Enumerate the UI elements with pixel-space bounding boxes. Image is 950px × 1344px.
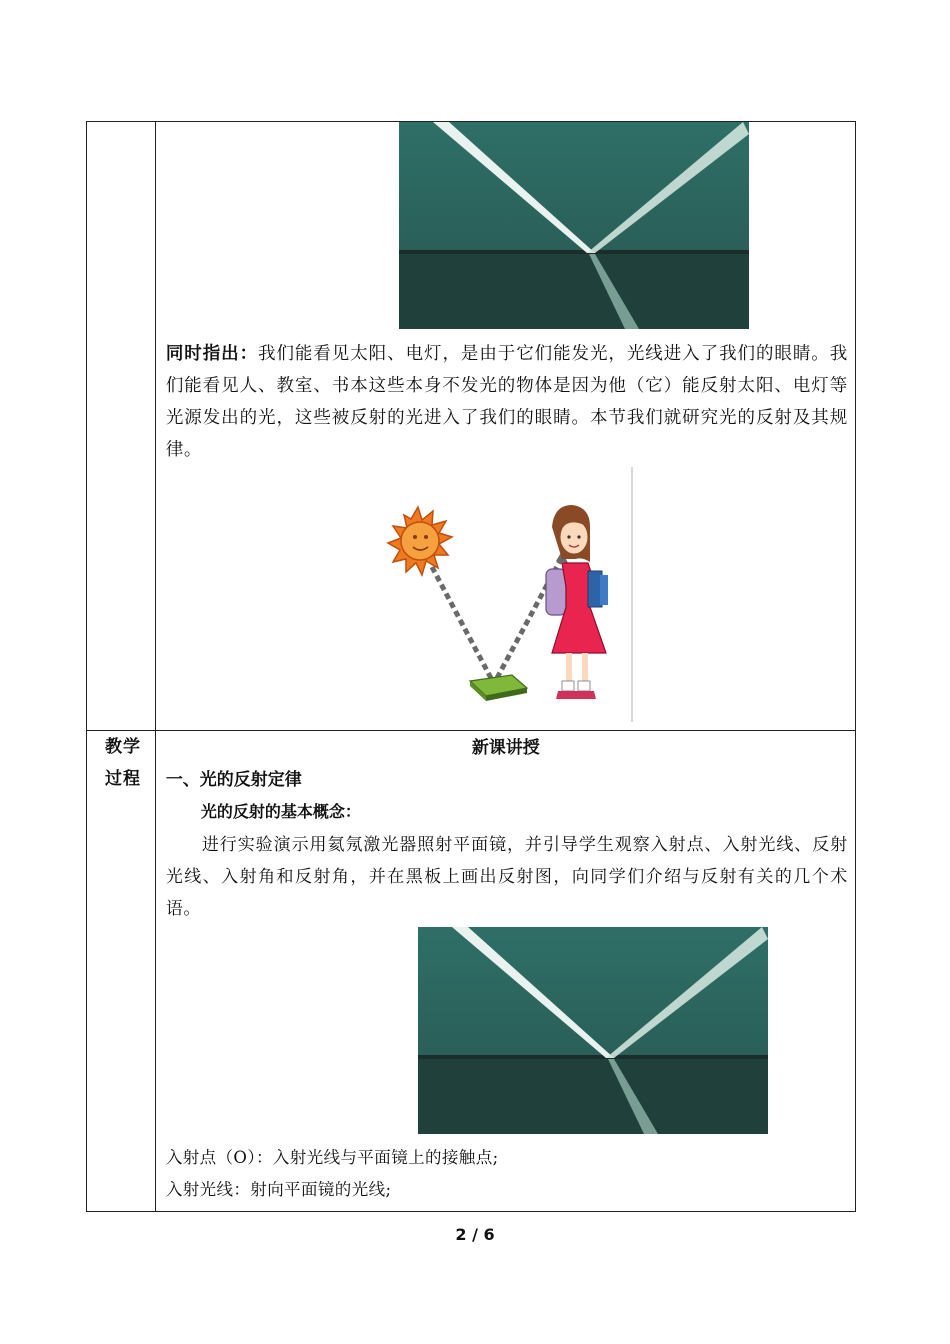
page-number: 2 / 6 <box>455 1225 495 1244</box>
paragraph-body: 我们能看见太阳、电灯，是由于它们能发光，光线进入了我们的眼睛。我们能看见人、教室、书本这些本身不发光的物体是因为他（它）能反射太阳、电灯等光源发出的光，这些被反射的光进入了我们的眼睛。本节我们就研究光的反射及其规律。 <box>165 344 848 460</box>
sun-icon <box>388 507 452 575</box>
intro-paragraph <box>166 338 848 466</box>
content-cell-process <box>155 731 855 1212</box>
table-row <box>87 122 856 731</box>
left-label-line2: 过程 <box>105 769 141 789</box>
left-cell-label <box>87 731 156 1212</box>
heading-reflection-law: 一、光的反射定律 <box>165 770 302 790</box>
table-row <box>87 731 856 1212</box>
heading-basic-concepts: 光的反射的基本概念： <box>200 802 361 821</box>
left-label-line1: 教学 <box>105 737 141 757</box>
definition-incident-ray: 入射光线：射向平面镜的光线; <box>165 1180 392 1199</box>
girl-figure <box>546 505 608 699</box>
content-cell-intro <box>155 122 855 731</box>
sun-book-girl-illustration <box>376 467 636 725</box>
laser-reflection-photo-2 <box>418 927 768 1134</box>
book-icon <box>470 675 527 701</box>
laser-reflection-photo <box>399 122 749 329</box>
left-cell-empty <box>87 122 156 731</box>
section-title: 新课讲授 <box>471 738 540 758</box>
paragraph-lead: 同时指出： <box>165 344 259 364</box>
experiment-paragraph: 进行实验演示用氦氖激光器照射平面镜，并引导学生观察入射点、入射光线、反射光线、入射角和反射角，并在黑板上画出反射图，向同学们介绍与反射有关的几个术语。 <box>165 835 848 919</box>
definition-incident-point: 入射点（O）：入射光线与平面镜上的接触点; <box>165 1148 499 1167</box>
lesson-table <box>86 121 856 1212</box>
